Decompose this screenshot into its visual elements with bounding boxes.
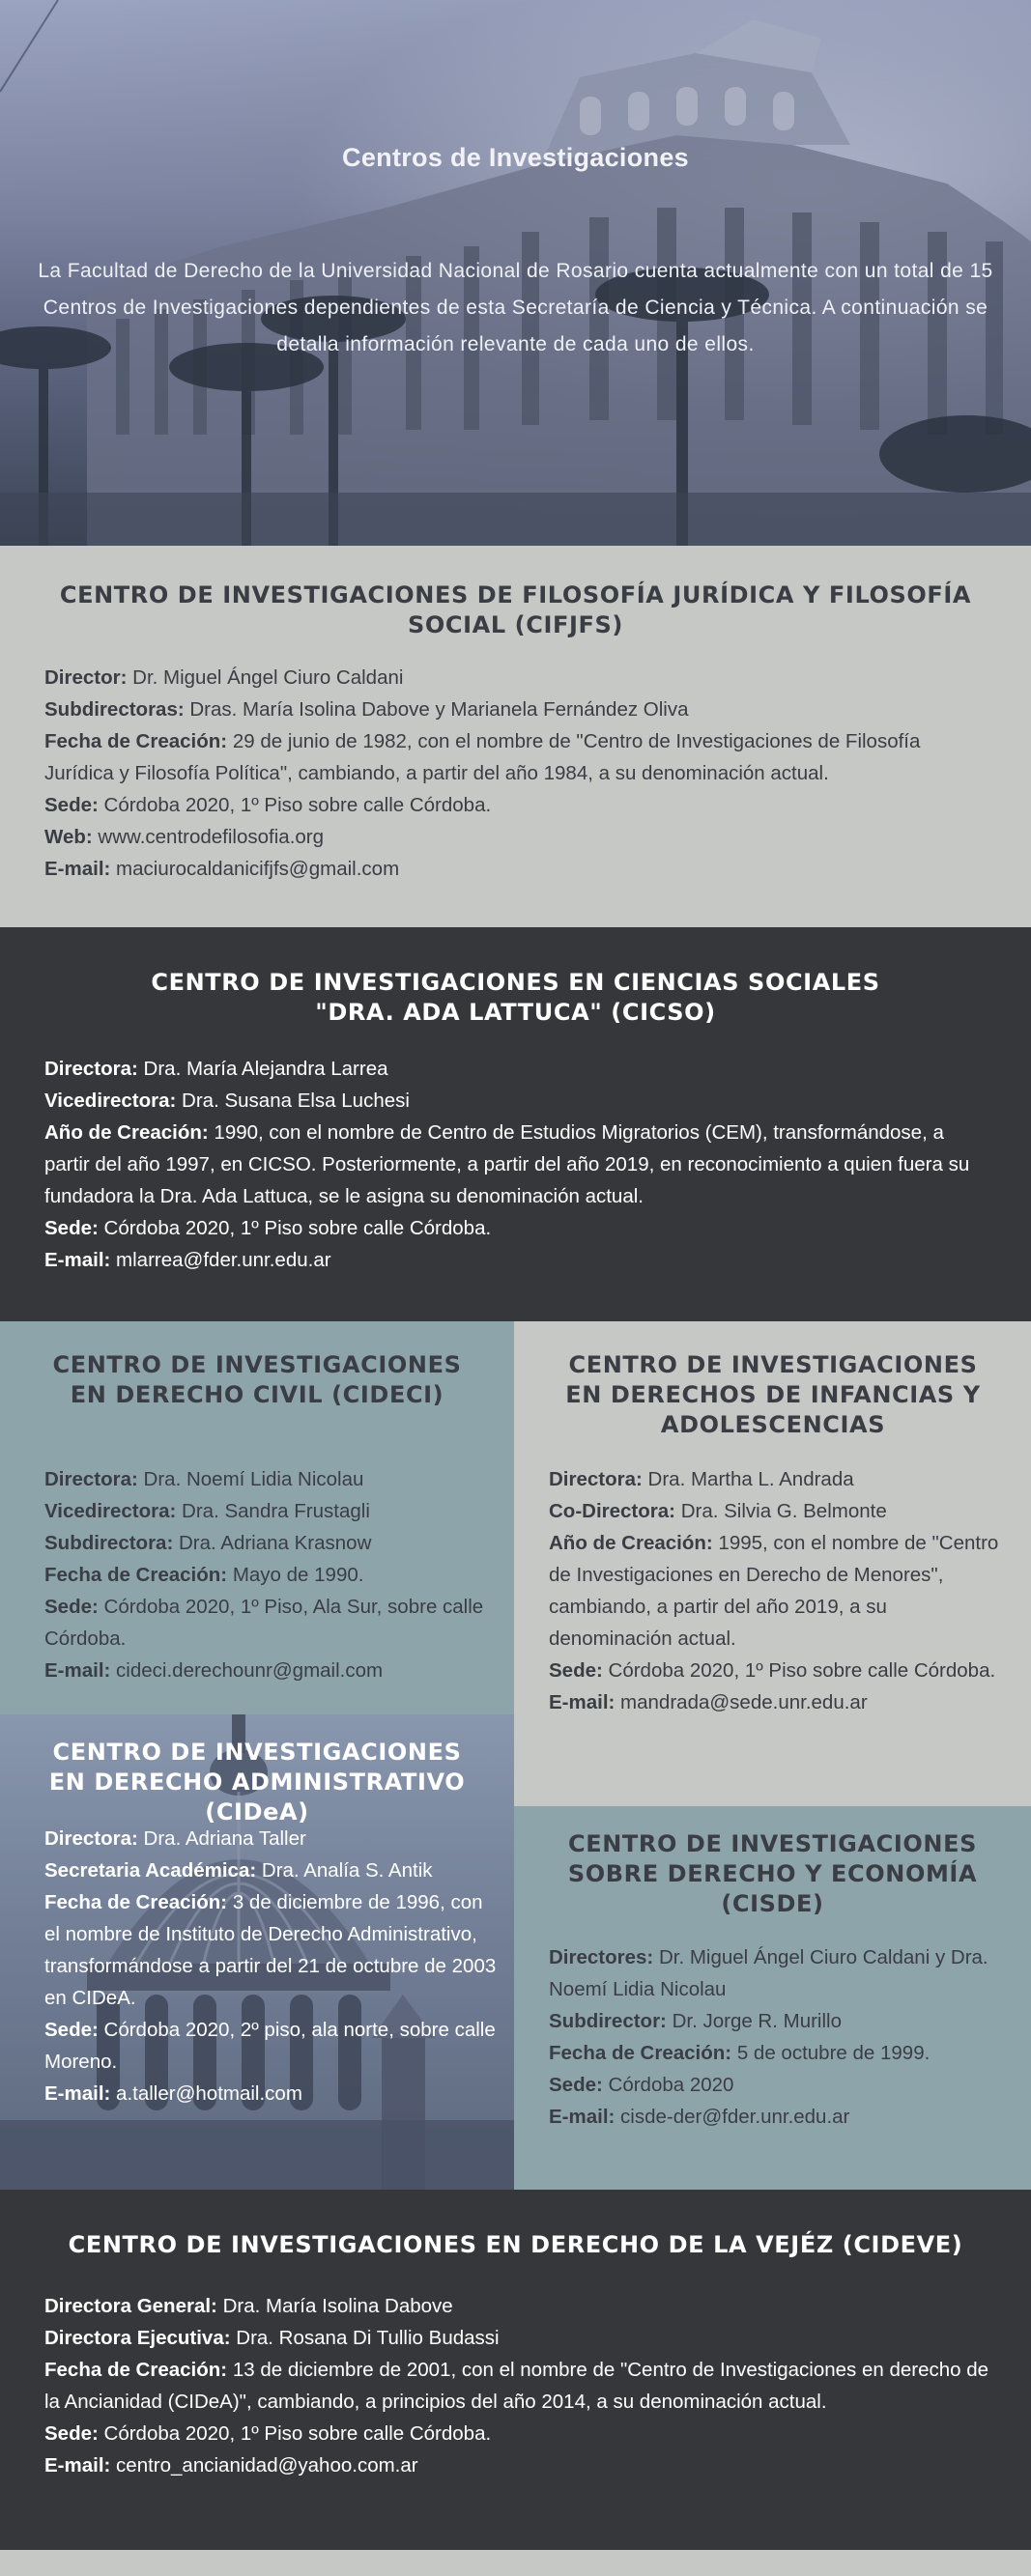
email-link[interactable]: mandrada@sede.unr.edu.ar — [615, 1691, 868, 1713]
email-link[interactable]: cideci.derechounr@gmail.com — [110, 1659, 384, 1682]
email-link[interactable]: cisde-der@fder.unr.edu.ar — [615, 2106, 850, 2128]
info-row-directora: Directora: Dra. María Alejandra Larrea — [44, 1058, 388, 1080]
info-list — [44, 1823, 499, 2109]
info-list — [44, 1463, 491, 1686]
page-title: Centros de Investigaciones — [342, 143, 689, 172]
info-row-fecha: Fecha de Creación: Mayo de 1990. — [44, 1564, 364, 1586]
info-list — [549, 1941, 1008, 2133]
info-row-email: E-mail: maciurocaldanicifjfs@gmail.com — [44, 858, 400, 880]
info-row-fecha: Fecha de Creación: 3 de diciembre de 1996, con el nombre de Instituto de Derecho Administrativo, transformándose a partir del 21 de octubre de 2003 en CIDeA. — [44, 1891, 497, 2009]
info-row-sede: Sede: Córdoba 2020, 2º piso, ala norte, sobre calle Moreno. — [44, 2019, 496, 2073]
info-row-subdirectoras: Subdirectoras: Dras. María Isolina Dabove y Marianela Fernández Oliva — [44, 698, 689, 721]
info-row-subdirector: Subdirector: Dr. Jorge R. Murillo — [549, 2010, 843, 2032]
info-row-fecha: Fecha de Creación: 13 de diciembre de 2001, con el nombre de "Centro de Investigaciones en derecho de la Ancianidad (CIDeA)", cambiando, a principios del año 2014, a su denominación actual. — [44, 2359, 989, 2413]
info-row-sede: Sede: Córdoba 2020, 1º Piso sobre calle Córdoba. — [44, 2422, 492, 2445]
info-row-subdirectora: Subdirectora: Dra. Adriana Krasnow — [44, 1532, 372, 1554]
info-row-sede: Sede: Córdoba 2020, 1º Piso sobre calle Córdoba. — [44, 794, 492, 816]
info-row-fecha: Fecha de Creación: 29 de junio de 1982, con el nombre de "Centro de Investigaciones de Filosofía Jurídica y Filosofía Política", cambiando, a partir del año 1984, a su denominación actual. — [44, 730, 921, 784]
info-row-directora: Directora: Dra. Noemí Lidia Nicolau — [44, 1468, 364, 1490]
section-title: CENTRO DE INVESTIGACIONES EN CIENCIAS SOCIALES "DRA. ADA LATTUCA" (CICSO) — [151, 969, 880, 1026]
info-row-directores: Directores: Dr. Miguel Ángel Ciuro Caldani y Dra. Noemí Lidia Nicolau — [549, 1946, 988, 2000]
section-title: CENTRO DE INVESTIGACIONES EN DERECHO ADMINISTRATIVO (CIDeA) — [48, 1739, 466, 1826]
section-title: CENTRO DE INVESTIGACIONES EN DERECHO DE LA VEJÉZ (CIDEVE) — [68, 2231, 963, 2258]
bottom-strip — [0, 2550, 1031, 2576]
hero-banner — [0, 0, 1031, 546]
section-cisde — [514, 1806, 1031, 2190]
info-row-fecha: Fecha de Creación: 5 de octubre de 1999. — [549, 2042, 931, 2064]
info-row-secretaria: Secretaria Académica: Dra. Analía S. Antik — [44, 1859, 433, 1882]
info-row-email: E-mail: cideci.derechounr@gmail.com — [44, 1659, 384, 1682]
info-row-email: E-mail: a.taller@hotmail.com — [44, 2082, 302, 2105]
section-infancias — [514, 1321, 1031, 1806]
info-row-email: E-mail: centro_ancianidad@yahoo.com.ar — [44, 2454, 418, 2477]
info-row-email: E-mail: cisde-der@fder.unr.edu.ar — [549, 2106, 850, 2128]
section-cidea — [0, 1714, 514, 2190]
email-link[interactable]: a.taller@hotmail.com — [110, 2082, 302, 2105]
info-row-sede: Sede: Córdoba 2020, 1º Piso sobre calle Córdoba. — [44, 1217, 492, 1239]
web-link[interactable]: www.centrodefilosofia.org — [92, 826, 325, 848]
info-row-email: E-mail: mandrada@sede.unr.edu.ar — [549, 1691, 868, 1713]
info-row-directora: Directora: Dra. Adriana Taller — [44, 1827, 306, 1850]
section-cicso — [0, 927, 1031, 1321]
email-link[interactable]: maciurocaldanicifjfs@gmail.com — [110, 858, 400, 880]
email-link[interactable]: mlarrea@fder.unr.edu.ar — [110, 1249, 331, 1271]
info-row-email: E-mail: mlarrea@fder.unr.edu.ar — [44, 1249, 331, 1271]
info-row-anio: Año de Creación: 1995, con el nombre de "Centro de Investigaciones en Derecho de Menores", cambiando, a partir del año 2019, a su denominación actual. — [549, 1532, 999, 1650]
intro-paragraph: La Facultad de Derecho de la Universidad Nacional de Rosario cuenta actualmente con un total de 15 Centros de Investigaciones dependientes de esta Secretaría de Ciencia y Técnica. A continuación se detalla información relevante de cada uno de ellos. — [38, 260, 993, 355]
info-row-directora-general: Directora General: Dra. María Isolina Dabove — [44, 2295, 453, 2317]
section-cideve — [0, 2190, 1031, 2550]
info-row-web: Web: www.centrodefilosofia.org — [44, 826, 325, 848]
info-list — [549, 1463, 1008, 1718]
section-title: CENTRO DE INVESTIGACIONES EN DERECHO CIVIL (CIDECI) — [52, 1351, 462, 1408]
info-row-vicedirectora: Vicedirectora: Dra. Susana Elsa Luchesi — [44, 1090, 410, 1112]
info-row-anio: Año de Creación: 1990, con el nombre de Centro de Estudios Migratorios (CEM), transformándose, a partir del año 1997, en CICSO. Posteriormente, a partir del año 2019, en reconocimiento a quien fuera su fundadora la Dra. Ada Lattuca, se le asigna su denominación actual. — [44, 1121, 970, 1207]
info-row-sede: Sede: Córdoba 2020 — [549, 2074, 734, 2096]
info-row-sede: Sede: Córdoba 2020, 1º Piso, Ala Sur, sobre calle Córdoba. — [44, 1596, 484, 1650]
info-list — [44, 2290, 996, 2481]
section-title: CENTRO DE INVESTIGACIONES SOBRE DERECHO Y ECONOMÍA (CISDE) — [567, 1830, 978, 1917]
info-row-directora: Directora: Dra. Martha L. Andrada — [549, 1468, 854, 1490]
section-title: CENTRO DE INVESTIGACIONES EN DERECHOS DE INFANCIAS Y ADOLESCENCIAS — [565, 1351, 981, 1438]
info-row-director: Director: Dr. Miguel Ángel Ciuro Caldani — [44, 666, 404, 689]
info-row-codirectora: Co-Directora: Dra. Silvia G. Belmonte — [549, 1500, 887, 1522]
email-link[interactable]: centro_ancianidad@yahoo.com.ar — [110, 2454, 418, 2477]
section-cideci — [0, 1321, 514, 1714]
info-list — [44, 662, 987, 885]
info-row-sede: Sede: Córdoba 2020, 1º Piso sobre calle Córdoba. — [549, 1659, 996, 1682]
section-cifjfs — [0, 546, 1031, 927]
info-list — [44, 1053, 987, 1276]
info-row-directora-ejecutiva: Directora Ejecutiva: Dra. Rosana Di Tullio Budassi — [44, 2327, 500, 2349]
section-title: CENTRO DE INVESTIGACIONES DE FILOSOFÍA JURÍDICA Y FILOSOFÍA SOCIAL (CIFJFS) — [59, 581, 972, 638]
info-row-vicedirectora: Vicedirectora: Dra. Sandra Frustagli — [44, 1500, 370, 1522]
